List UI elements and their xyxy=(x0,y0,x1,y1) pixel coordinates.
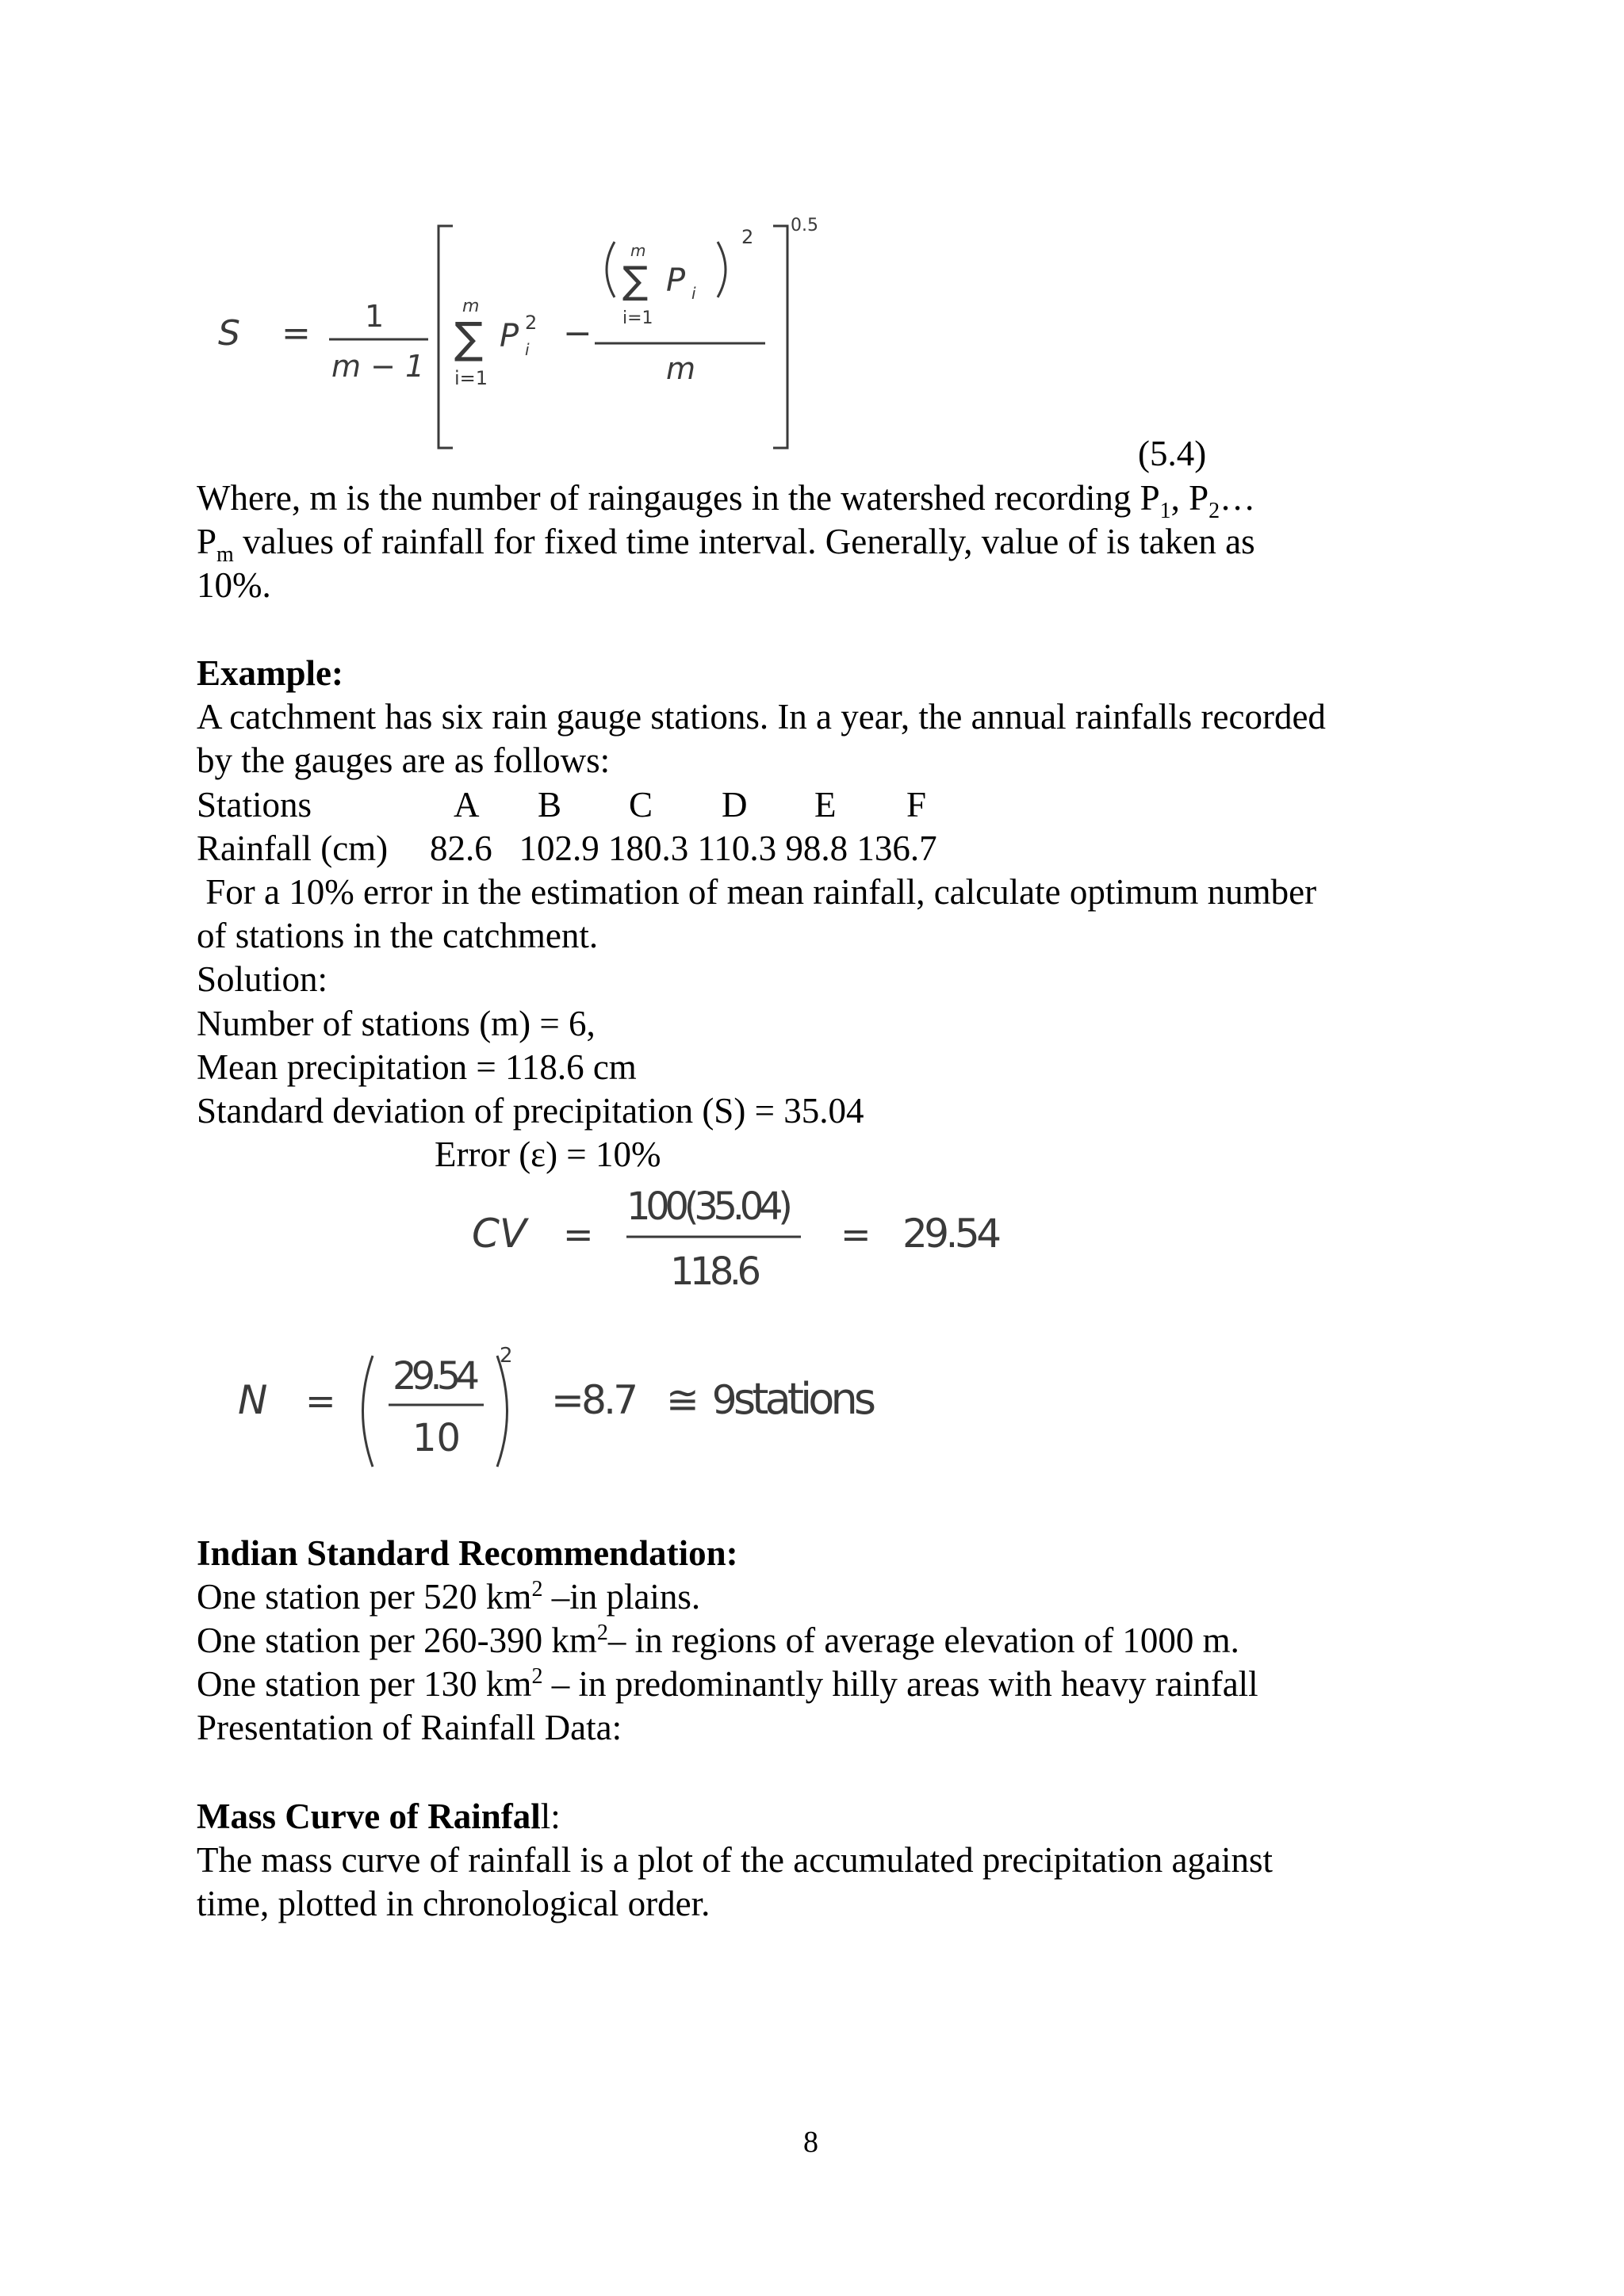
sum1-p: P xyxy=(500,318,519,354)
n-formula xyxy=(234,1340,908,1479)
n-right-paren xyxy=(497,1356,508,1467)
std-precip: Standard deviation of precipitation (S) = 35.04 xyxy=(197,1091,864,1131)
cv-denominator: 118.6 xyxy=(670,1249,761,1294)
n-lhs: N xyxy=(238,1377,268,1423)
mass-line2: time, plotted in chronological order. xyxy=(197,1884,710,1923)
left-bracket xyxy=(439,226,453,448)
station-c: C xyxy=(629,785,653,825)
sum2-bottom: i=1 xyxy=(622,308,653,328)
example-heading: Example: xyxy=(197,653,343,693)
indian-heading: Indian Standard Recommendation: xyxy=(197,1533,738,1573)
n-approx: ≅ 9 xyxy=(666,1377,737,1423)
n-denominator: 10 xyxy=(412,1416,462,1460)
formula-s-minus: − xyxy=(563,313,592,354)
solution-label: Solution: xyxy=(197,959,328,999)
sum2-sub: i xyxy=(691,284,696,303)
n-result: =8.7 xyxy=(551,1377,638,1423)
equation-number: (5.4) xyxy=(1138,434,1207,473)
sum1-sub: i xyxy=(525,340,530,359)
station-d: D xyxy=(722,785,748,825)
rainfall-values: 82.6 102.9 180.3 110.3 98.8 136.7 xyxy=(430,828,937,868)
station-b: B xyxy=(538,785,562,825)
formula-s-one: 1 xyxy=(365,299,385,334)
n-eq: = xyxy=(305,1380,336,1422)
n-unit: stations xyxy=(733,1374,876,1424)
indian-line2: One station per 260-390 $km^2-$ in regions of average elevation of 1000 m. xyxy=(197,1621,1239,1660)
indian-line1: One station per 520 $km^2$ –in plains. xyxy=(197,1577,701,1617)
mean-precip: Mean precipitation = 118.6 cm xyxy=(197,1047,637,1087)
stations-label: Stations xyxy=(197,785,312,825)
example-line1: A catchment has six rain gauge stations. In a year, the annual rainfalls recorded xyxy=(197,697,1326,737)
cv-numerator: 100(35.04) xyxy=(626,1184,793,1229)
page-number: 8 xyxy=(803,2126,818,2159)
sum2-top: m xyxy=(630,241,646,260)
cv-formula xyxy=(468,1181,1023,1308)
indian-line4: Presentation of Rainfall Data: xyxy=(197,1708,622,1747)
para1-line3: 10%. xyxy=(197,565,271,605)
mass-heading: Mass Curve of Rainfall: xyxy=(197,1797,561,1836)
formula-s-lhs: S xyxy=(218,313,240,354)
station-e: E xyxy=(814,785,837,825)
cv-eq2: = xyxy=(841,1213,871,1256)
inner-left-paren xyxy=(607,242,615,297)
cv-result: 29.54 xyxy=(902,1211,1002,1257)
question-line2: of stations in the catchment. xyxy=(197,916,599,955)
sum1-top: m xyxy=(462,297,480,316)
n-numerator: 29.54 xyxy=(393,1354,480,1399)
sum1-exp: 2 xyxy=(525,312,538,334)
standard-deviation-formula xyxy=(202,210,837,456)
rainfall-label: Rainfall (cm) xyxy=(197,828,389,868)
formula-s-den: m − 1 xyxy=(331,349,425,384)
formula-s-power: 0.5 xyxy=(791,216,818,235)
cv-lhs: CV xyxy=(472,1211,527,1257)
mass-line1: The mass curve of rainfall is a plot of the accumulated precipitation against xyxy=(197,1840,1274,1880)
cv-eq: = xyxy=(563,1213,594,1256)
num-stations: Number of stations (m) = 6, xyxy=(197,1004,596,1043)
para1-line1: Where, m is the number of raingauges in the watershed recording $P_1$, $P_2\dots$ xyxy=(197,478,1256,523)
example-line2: by the gauges are as follows: xyxy=(197,740,611,780)
station-a: A xyxy=(454,785,480,825)
inner-right-paren xyxy=(718,242,726,297)
question-line1: For a 10% error in the estimation of mean rainfall, calculate optimum number xyxy=(197,872,1317,912)
sum1-bottom: i=1 xyxy=(454,367,488,389)
right-bracket xyxy=(773,226,787,448)
sum2-sigma: ∑ xyxy=(622,258,649,303)
error-value: Error (ε) = 10% xyxy=(435,1135,661,1174)
sum1-sigma: ∑ xyxy=(454,313,484,363)
formula-s-eq: = xyxy=(282,313,311,354)
indian-line3: One station per 130 $km^2$ – in predominantly hilly areas with heavy rainfall xyxy=(197,1664,1258,1704)
para1-line2: $P_m$ values of rainfall for fixed time interval. Generally, value of is taken as xyxy=(197,522,1255,567)
n-exp: 2 xyxy=(500,1344,513,1368)
inner-den: m xyxy=(666,351,696,386)
outer-square: 2 xyxy=(741,226,754,248)
station-f: F xyxy=(906,785,927,825)
n-left-paren xyxy=(363,1356,373,1467)
sum2-p: P xyxy=(666,262,686,299)
